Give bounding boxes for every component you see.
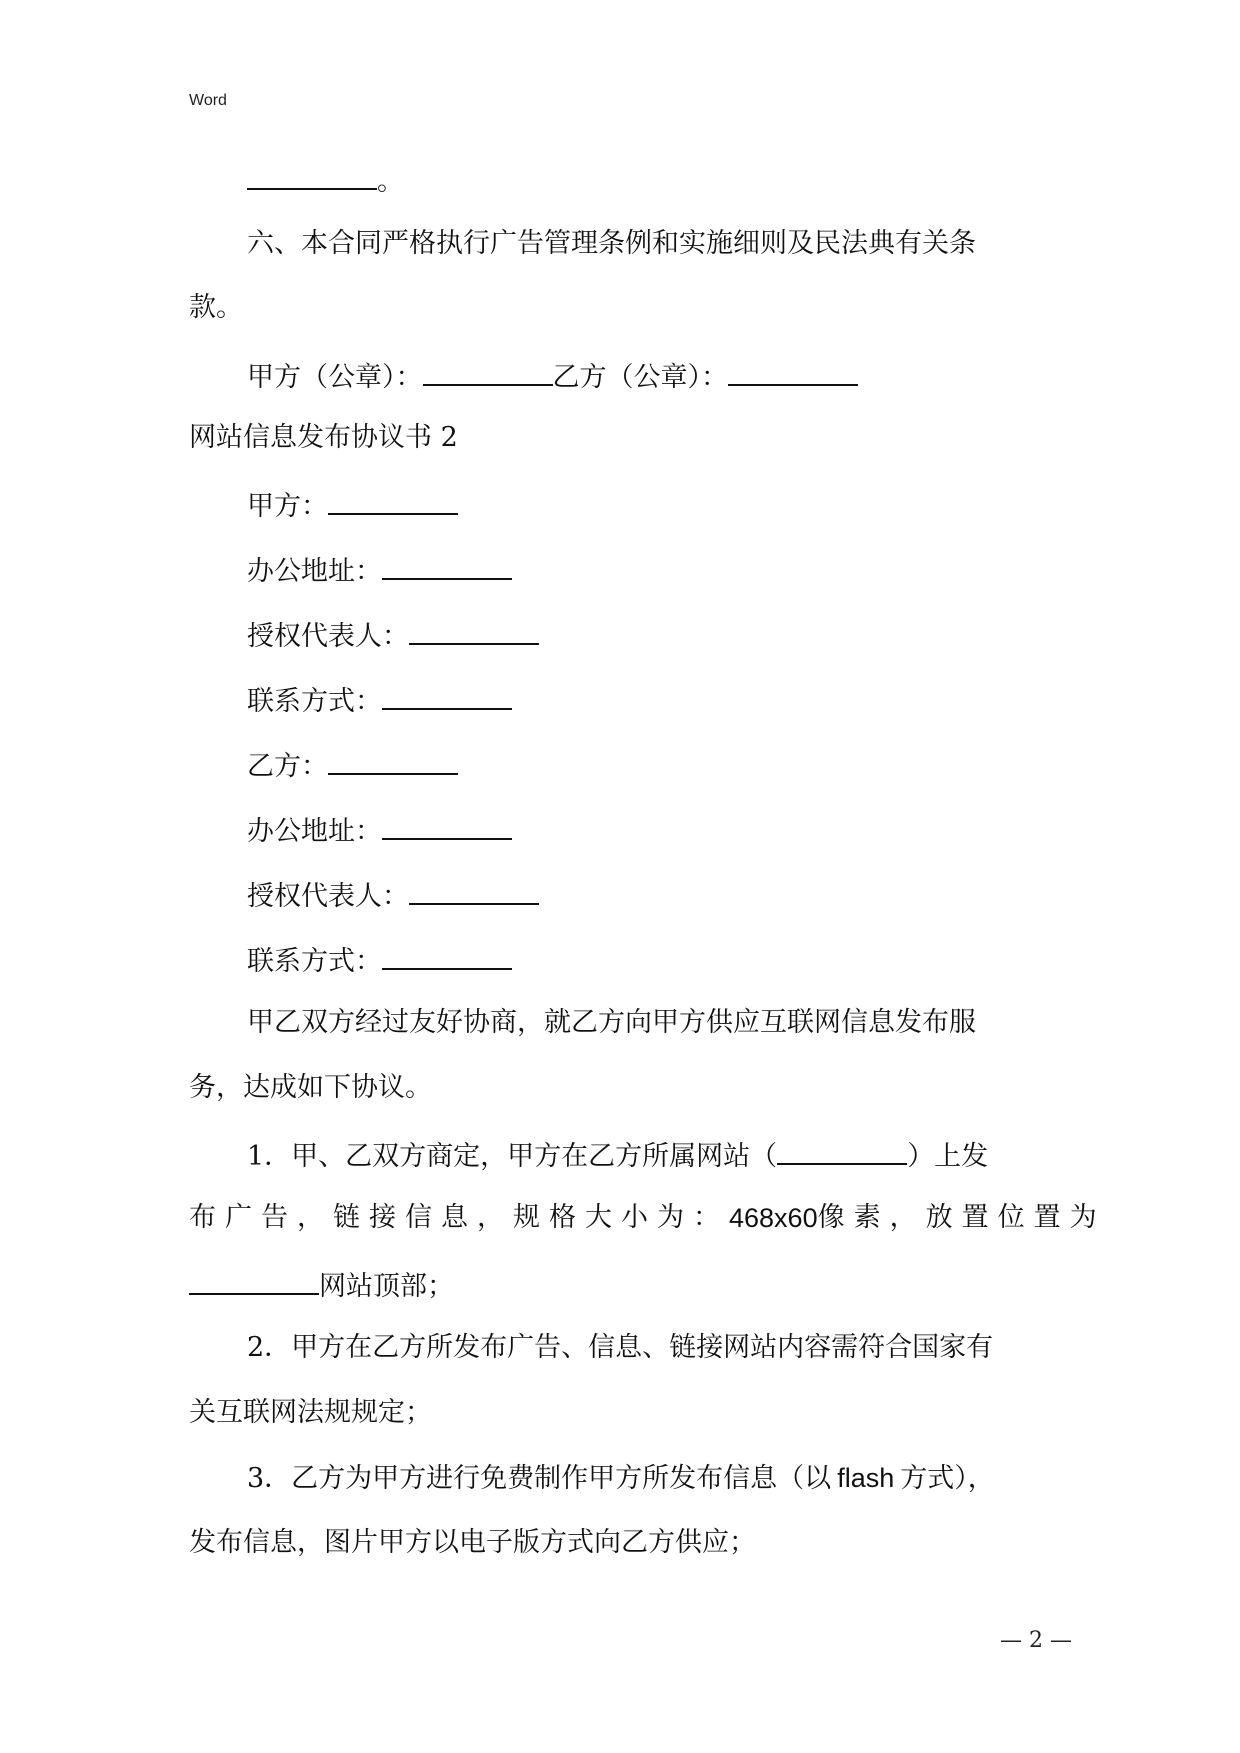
page-number: — 2 — [1000, 1628, 1072, 1653]
party-a-blank[interactable] [328, 485, 458, 515]
rep-a-field: 授权代表人： [247, 615, 539, 655]
clause-3-line-2: 发布信息，图片甲方以电子版方式向乙方供应； [189, 1527, 756, 1558]
contact-a-blank[interactable] [382, 680, 512, 710]
address-a-blank[interactable] [382, 550, 512, 580]
contact-b-field: 联系方式： [247, 940, 512, 980]
contact-b-blank[interactable] [382, 940, 512, 970]
party-b-field: 乙方： [247, 745, 458, 785]
sign-a-label: 甲方（公章）： [247, 362, 423, 393]
address-b-field: 办公地址： [247, 810, 512, 850]
intro-line-1: 甲乙双方经过友好协商，就乙方向甲方供应互联网信息发布服 [247, 1007, 976, 1038]
address-b-blank[interactable] [382, 810, 512, 840]
sign-b-label: 乙方（公章）： [552, 362, 728, 393]
clause-1-line-1: 1．甲、乙双方商定，甲方在乙方所属网站（ ）上发 [247, 1135, 988, 1175]
ad-size: 468x60 [729, 1203, 818, 1233]
signature-line [247, 356, 858, 396]
contact-a-field: 联系方式： [247, 680, 512, 720]
address-a-field: 办公地址： [247, 550, 512, 590]
clause-2-line-2: 关互联网法规规定； [189, 1397, 432, 1428]
clause-3-line-1: 3．乙方为甲方进行免费制作甲方所发布信息（以 flash 方式）， [247, 1463, 995, 1494]
rep-b-field: 授权代表人： [247, 875, 539, 915]
sign-a-blank[interactable] [423, 356, 553, 386]
website-blank[interactable] [777, 1135, 907, 1165]
flash-word: flash [837, 1463, 895, 1493]
header-word-label: Word [189, 92, 227, 109]
clause-1-line-3: 网站顶部； [189, 1265, 454, 1305]
clause-six-line-1: 六、本合同严格执行广告管理条例和实施细则及民法典有关条 [247, 228, 976, 259]
party-b-blank[interactable] [328, 745, 458, 775]
position-blank[interactable] [189, 1265, 319, 1295]
rep-a-blank[interactable] [409, 615, 539, 645]
clause-1-line-2: 布广告，链接信息，规格大小为： 468x60 像素，放置位置为 [189, 1200, 1051, 1236]
clause-six-line-2: 款。 [189, 292, 243, 323]
intro-line-2: 务，达成如下协议。 [189, 1072, 432, 1103]
fill-blank[interactable] [247, 160, 377, 190]
party-a-field: 甲方： [247, 485, 458, 525]
rep-b-blank[interactable] [409, 875, 539, 905]
doc-line-1: 。 [247, 160, 404, 200]
clause-2-line-1: 2．甲方在乙方所发布广告、信息、链接网站内容需符合国家有 [247, 1332, 994, 1363]
document-title: 网站信息发布协议书 2 [189, 422, 458, 453]
sign-b-blank[interactable] [728, 356, 858, 386]
